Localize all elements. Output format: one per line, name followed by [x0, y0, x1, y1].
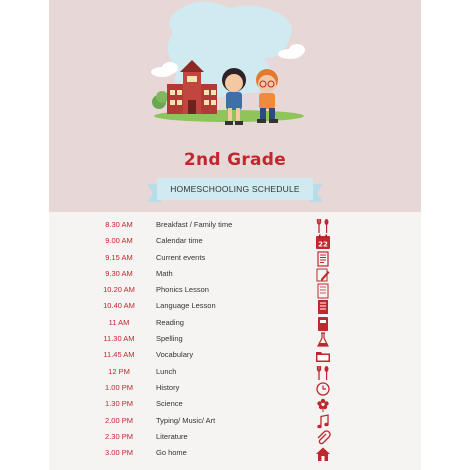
clock-icon [315, 381, 331, 397]
schedule-activity: Typing/ Music/ Art [156, 415, 216, 425]
schedule-time: 8.30 AM [105, 220, 133, 229]
schedule-activity: Literature [156, 431, 188, 441]
page-title: 2nd Grade [183, 150, 287, 170]
page-subtitle: HOMESCHOOLING SCHEDULE [170, 184, 300, 194]
schedule-activity: Lunch [156, 366, 177, 376]
schedule-activity: Spelling [156, 334, 183, 344]
schedule-activity: Science [156, 399, 183, 409]
paperclip-icon [315, 430, 331, 446]
schedule-time: 9.00 AM [105, 236, 133, 246]
flask-icon [315, 332, 331, 348]
schedule-time: 9.15 AM [105, 252, 133, 262]
schedule-page [49, 0, 421, 470]
book-page-icon [315, 283, 331, 299]
schedule-row [49, 446, 421, 462]
schedule-row [49, 267, 421, 283]
schedule-activity: Math [156, 268, 173, 278]
schedule-row [49, 348, 421, 364]
schedule-activity: History [156, 382, 180, 392]
house-icon [315, 446, 331, 462]
schedule-row [49, 414, 421, 430]
schedule-row [49, 332, 421, 348]
schedule-row [49, 234, 421, 250]
schedule-row [49, 218, 421, 234]
schedule-activity: Go home [156, 448, 187, 458]
schedule-activity: Calendar time [156, 236, 203, 246]
schedule-row [49, 365, 421, 381]
schedule-time: 9.30 AM [105, 268, 133, 278]
music-note-icon [315, 414, 331, 430]
flower-icon [315, 397, 331, 413]
schedule-list [49, 218, 421, 462]
calendar-icon [315, 234, 331, 250]
schedule-activity: Reading [156, 317, 184, 327]
notes-icon [315, 299, 331, 315]
schedule-activity: Phonics Lesson [156, 285, 209, 295]
schedule-time: 1.30 PM [105, 399, 133, 409]
header-banner [49, 0, 421, 212]
schedule-time: 2.00 PM [105, 415, 133, 425]
schedule-row [49, 299, 421, 315]
schedule-row [49, 283, 421, 299]
schedule-row [49, 381, 421, 397]
schedule-row [49, 430, 421, 446]
schedule-time: 1.00 PM [105, 382, 133, 392]
subtitle-ribbon [147, 176, 323, 206]
newspaper-icon [315, 251, 331, 267]
schedule-time: 2.30 PM [105, 431, 133, 441]
schedule-time: 11.45 AM [103, 350, 135, 360]
kids-school-illustration [49, 0, 421, 150]
schedule-time: 11 AM [108, 317, 130, 327]
schedule-time: 10.20 AM [103, 285, 135, 295]
schedule-time: 3.00 PM [105, 448, 133, 458]
schedule-row [49, 316, 421, 332]
pencil-paper-icon [315, 267, 331, 283]
schedule-time: 10.40 AM [103, 301, 135, 311]
fork-spoon-icon [315, 218, 331, 234]
schedule-time: 12 PM [108, 366, 130, 376]
calendar-day: 22 [318, 240, 328, 249]
schedule-activity: Vocabulary [156, 350, 194, 360]
schedule-activity: Language Lesson [156, 301, 216, 311]
fork-spoon-icon [315, 365, 331, 381]
schedule-row [49, 397, 421, 413]
folder-icon [315, 348, 331, 364]
schedule-time: 11.30 AM [103, 334, 135, 344]
book-icon [315, 316, 331, 332]
schedule-activity: Breakfast / Family time [156, 220, 233, 229]
schedule-row [49, 251, 421, 267]
schedule-activity: Current events [156, 252, 206, 262]
